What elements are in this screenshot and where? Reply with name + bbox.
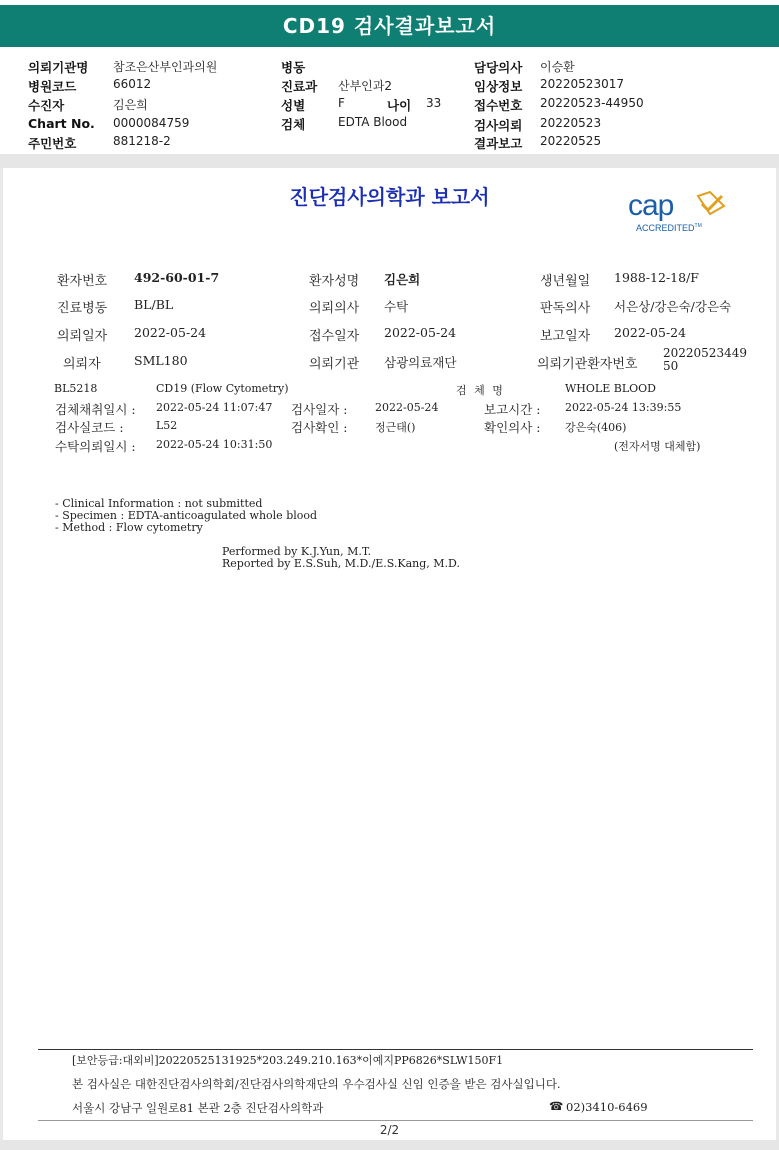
header-label-report-date: 결과보고 — [474, 136, 523, 151]
value-confirm-doctor: 강은숙(406) — [565, 421, 627, 434]
label-request-date: 의뢰일자 — [57, 329, 108, 344]
address-text: 서울시 강남구 일원로81 본관 2층 진단검사의학과 — [72, 1101, 324, 1115]
header-label-sex: 성별 — [281, 98, 306, 113]
value-patient-number: 492-60-01-7 — [134, 270, 220, 285]
header-label-institution: 의뢰기관명 — [28, 60, 89, 75]
page-border-left — [0, 168, 3, 1143]
header-value-chart-no: 0000084759 — [113, 116, 190, 130]
header-value-age: 33 — [426, 96, 442, 110]
header-label-department: 진료과 — [281, 79, 318, 94]
value-institution-patient-number: 2022052344950 — [663, 346, 747, 373]
test-name: CD19 (Flow Cytometry) — [156, 382, 289, 395]
value-receipt-date: 2022-05-24 — [384, 325, 457, 340]
value-ward: BL/BL — [134, 297, 174, 312]
phone-icon: ☎ — [549, 1099, 564, 1113]
certification-text: 본 검사실은 대한진단검사의학회/진단검사의학재단의 우수검사실 신임 인증을 받은 검사실입니다. — [72, 1077, 561, 1091]
label-referring-doctor: 의뢰의사 — [309, 301, 360, 316]
value-referring-doctor: 수탁 — [384, 299, 409, 314]
footer-top-rule — [38, 1049, 753, 1050]
label-requesting-institution: 의뢰기관 — [309, 357, 360, 372]
header-value-request-date: 20220523 — [540, 116, 602, 130]
header-value-hospital-code: 66012 — [113, 77, 152, 91]
section-divider — [0, 154, 779, 168]
header-value-doctor: 이승환 — [540, 60, 575, 74]
header-label-patient: 수진자 — [28, 98, 65, 113]
label-patient-number: 환자번호 — [57, 274, 108, 289]
label-report-time: 보고시간 : — [484, 402, 541, 417]
value-patient-name: 김은희 — [384, 272, 421, 287]
footer-bottom-rule — [38, 1120, 753, 1121]
phone-number: 02)3410-6469 — [566, 1100, 648, 1114]
value-reading-doctor: 서은상/강은숙/강은숙 — [614, 299, 732, 314]
value-lab-code: L52 — [156, 419, 178, 432]
cap-logo-word: cap — [628, 189, 674, 222]
header-value-id-number: 881218-2 — [113, 134, 171, 148]
value-report-time: 2022-05-24 13:39:55 — [565, 401, 682, 414]
header-value-patient: 김은희 — [113, 98, 148, 112]
label-reading-doctor: 판독의사 — [540, 301, 591, 316]
value-consign-time: 2022-05-24 10:31:50 — [156, 438, 273, 451]
label-test-date: 검사일자 : — [291, 402, 348, 417]
label-consign-time: 수탁의뢰일시 : — [55, 439, 136, 454]
report-title: CD19 검사결과보고서 — [282, 14, 497, 38]
label-collection-time: 검체채취일시 : — [55, 402, 136, 417]
note-clinical-info: - Clinical Information : not submitted — [55, 497, 263, 510]
header-label-doctor: 담당의사 — [474, 60, 523, 75]
report-title-bar — [0, 5, 779, 47]
performed-by: Performed by K.J.Yun, M.T. — [222, 545, 372, 558]
label-lab-code: 검사실코드 : — [55, 420, 124, 435]
page-number: 2/2 — [379, 1123, 400, 1137]
header-label-specimen: 검체 — [281, 117, 306, 132]
header-label-receipt-no: 접수번호 — [474, 98, 523, 113]
specimen-name-label: 검 체 명 — [456, 384, 505, 397]
label-confirm-doctor: 확인의사 : — [484, 420, 541, 435]
specimen-name-value: WHOLE BLOOD — [565, 382, 656, 395]
header-value-specimen: EDTA Blood — [338, 115, 408, 129]
security-line: [보안등급:대외비]20220525131925*203.249.210.163*이예지PP6826*SLW150F1 — [72, 1054, 504, 1067]
note-method: - Method : Flow cytometry — [55, 521, 203, 534]
header-value-institution: 참조은산부인과의원 — [113, 60, 218, 74]
value-test-confirm: 정근태() — [375, 421, 416, 434]
header-value-receipt-no: 20220523-44950 — [540, 96, 644, 110]
header-label-age: 나이 — [387, 98, 412, 113]
label-receipt-date: 접수일자 — [309, 329, 360, 344]
label-patient-name: 환자성명 — [309, 274, 360, 289]
value-report-date: 2022-05-24 — [614, 325, 687, 340]
header-label-request-date: 검사의뢰 — [474, 118, 523, 133]
value-requesting-institution: 삼광의료재단 — [384, 355, 457, 370]
value-request-date: 2022-05-24 — [134, 325, 207, 340]
header-value-sex: F — [338, 96, 345, 110]
header-label-chart-no: Chart No. — [28, 116, 95, 131]
header-label-hospital-code: 병원코드 — [28, 79, 77, 94]
page-bottom-band — [0, 1140, 779, 1150]
header-label-ward: 병동 — [281, 60, 306, 75]
value-requester: SML180 — [134, 353, 188, 368]
label-birth-date: 생년월일 — [540, 274, 591, 289]
cap-accredited-logo — [626, 190, 730, 236]
label-institution-patient-number: 의뢰기관환자번호 — [537, 357, 638, 372]
lab-report-title: 진단검사의학과 보고서 — [289, 185, 490, 209]
header-value-report-date: 20220525 — [540, 134, 602, 148]
header-value-department: 산부인과2 — [338, 79, 393, 93]
header-label-clinical-info: 임상정보 — [474, 79, 523, 94]
test-code: BL5218 — [54, 382, 98, 395]
e-signature-note: (전자서명 대체함) — [614, 440, 701, 453]
value-birth-date: 1988-12-18/F — [614, 270, 699, 285]
label-requester: 의뢰자 — [63, 357, 101, 372]
header-label-id-number: 주민번호 — [28, 136, 77, 151]
label-report-date: 보고일자 — [540, 329, 591, 344]
header-value-clinical-info: 20220523017 — [540, 77, 624, 91]
cap-logo-sub: ACCREDITED™ — [636, 223, 702, 233]
label-ward: 진료병동 — [57, 301, 108, 316]
note-specimen: - Specimen : EDTA-anticoagulated whole blood — [55, 509, 318, 522]
reported-by: Reported by E.S.Suh, M.D./E.S.Kang, M.D. — [222, 557, 460, 570]
value-test-date: 2022-05-24 — [375, 401, 439, 414]
value-collection-time: 2022-05-24 11:07:47 — [156, 401, 273, 414]
label-test-confirm: 검사확인 : — [291, 420, 348, 435]
